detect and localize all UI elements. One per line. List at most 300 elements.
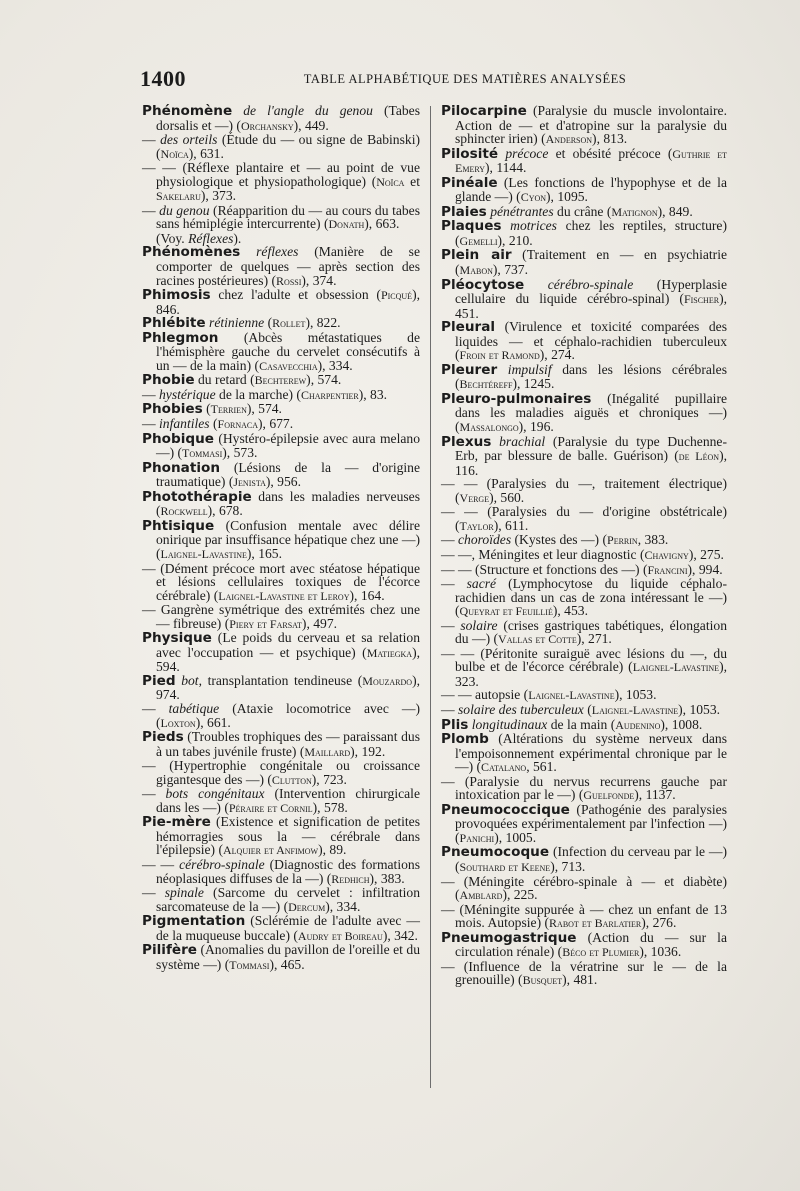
entry-text: ), 1144.: [485, 160, 527, 176]
index-entry: [441, 320, 727, 363]
entry-text: (Inégalité pupillaire dans les maladies aiguës et chroniques —) (: [455, 390, 727, 435]
entry-text: ), 383.: [369, 870, 405, 886]
index-entry: [441, 477, 727, 505]
entry-text: (Les fonctions de l'hypophyse et de la glande —) (: [455, 174, 727, 205]
entry-text: ), 271.: [576, 631, 612, 647]
entry-text: — — autopsie (: [441, 687, 529, 703]
author-name: Rollet: [272, 316, 306, 331]
entry-text: ), 631.: [188, 145, 224, 161]
entry-text: —: [142, 885, 165, 901]
entry-text: (Confusion mentale avec délire onirique par insuffisance hépatique chez une —) (: [156, 517, 420, 561]
entry-heading: Pneumocoque: [441, 844, 550, 861]
entry-text: —: [441, 701, 458, 717]
entry-text: [232, 103, 243, 118]
entry-text: et obésité précoce (: [548, 145, 673, 161]
entry-text: ), 713.: [550, 858, 586, 874]
index-entry: [441, 903, 727, 931]
entry-heading: Plomb: [441, 731, 489, 748]
entry-text: ).: [233, 230, 242, 246]
index-entry: [142, 674, 420, 702]
entry-text: ), 453.: [552, 603, 588, 619]
index-entry: [441, 219, 727, 248]
entry-heading: Pinéale: [441, 174, 498, 191]
entry-text: ), 849.: [657, 203, 693, 219]
entry-text: ), 89.: [318, 842, 347, 858]
entry-qualifier: tabétique: [168, 700, 220, 716]
entry-text: ), 574.: [246, 401, 282, 417]
entry-text: — Gangrène symétrique des extrémités chez une — fibreuse) (: [142, 602, 420, 631]
entry-heading: Physique: [142, 630, 212, 647]
entry-qualifier: cérébro-spinale: [179, 856, 265, 872]
author-name: Picqué: [380, 288, 413, 303]
entry-qualifier: réflexes: [256, 244, 299, 260]
entry-text: ), 1053.: [614, 687, 657, 703]
author-name: Noïca: [376, 174, 405, 189]
entry-text: ), 1005.: [494, 829, 537, 845]
entry-qualifier: hystérique: [159, 386, 216, 402]
index-entry: [142, 232, 420, 246]
entry-heading: Pie-mère: [142, 814, 211, 831]
author-name: Redhich: [331, 871, 370, 886]
entry-text: ), 274.: [539, 347, 575, 363]
entry-text: ), 481.: [562, 972, 598, 988]
index-entry: [142, 104, 420, 133]
index-entry: [142, 943, 420, 972]
author-name: Bechtéreff: [459, 377, 513, 392]
author-name: Casavecchia: [259, 358, 318, 373]
author-name: Bechterew: [254, 373, 307, 388]
entry-text: ), 737.: [492, 262, 528, 278]
author-name: Péraire et Cornil: [228, 800, 313, 815]
index-entry: [441, 548, 727, 563]
entry-text: ), 578.: [312, 799, 348, 815]
entry-text: ), 1008.: [660, 716, 703, 732]
entry-text: — — (Paralysies du — d'origine obstétricale) (: [441, 504, 727, 533]
entry-qualifier: spinale: [164, 885, 204, 901]
entry-text: ), 1036.: [639, 944, 682, 960]
author-name: Fornaca: [217, 417, 259, 432]
entry-qualifier: pénétrantes: [490, 203, 554, 219]
index-entry: [142, 815, 420, 858]
author-name: Matiegka: [366, 645, 413, 660]
author-name: Orchansky: [240, 118, 294, 133]
index-entry: [142, 331, 420, 374]
index-entry: [142, 490, 420, 519]
author-name: Vallas et Cotte: [498, 632, 577, 647]
entry-text: ), 342.: [382, 927, 418, 943]
index-entry: [142, 519, 420, 562]
entry-heading: Pleurer: [441, 361, 498, 378]
entry-heading: Phobie: [142, 372, 195, 389]
index-entry: [441, 960, 727, 988]
entry-text: —: [441, 576, 467, 592]
author-name: Guelfonde: [583, 788, 635, 803]
index-entry: [441, 435, 727, 478]
entry-text: ), 661.: [195, 714, 231, 730]
entry-text: de la marche) (: [215, 386, 301, 402]
entry-text: ), 451.: [455, 291, 727, 321]
author-name: Charpentier: [300, 387, 359, 402]
author-name: Rabot et Barlatier: [549, 916, 642, 931]
entry-text: ), 210.: [497, 232, 533, 248]
entry-qualifier: cérébro-spinale: [547, 276, 634, 292]
entry-text: , transplantation tendineuse (: [198, 672, 363, 688]
author-name: Jenista: [233, 475, 266, 490]
index-entry: [441, 392, 727, 435]
author-name: Gemelli: [459, 233, 498, 248]
author-name: Chavigny: [644, 547, 689, 562]
author-name: Guthrie et Emery: [455, 146, 727, 176]
entry-text: (Paralysie du type Duchenne-Erb, par blessure de balle. Guérison) (: [455, 433, 727, 464]
entry-text: (crises gastriques tabétiques, élongation du —) (: [455, 617, 727, 647]
entry-text: ), 573.: [222, 445, 258, 461]
entry-text: ), 373.: [200, 188, 237, 204]
entry-heading: Pilocarpine: [441, 103, 527, 119]
entry-text: ), 449.: [293, 117, 329, 133]
index-entry: [142, 288, 420, 316]
index-entry: [142, 886, 420, 914]
index-entry: [441, 505, 727, 533]
entry-text: — — (Structure et fonctions des —) (: [441, 561, 648, 577]
index-entry: [142, 914, 420, 943]
entry-heading: Photothérapie: [142, 488, 252, 505]
entry-text: , 383.: [637, 532, 669, 548]
author-name: Panichi: [459, 830, 495, 845]
entry-text: ), 497.: [301, 615, 338, 631]
author-name: Béco et Plumier: [562, 945, 640, 960]
author-name: Tommasi: [182, 446, 223, 461]
author-name: Donath: [328, 217, 365, 232]
entry-text: (Sarcome du cervelet : infiltration sarcomateuse de la —) (: [156, 885, 420, 914]
author-name: Mabon: [459, 263, 493, 278]
entry-qualifier: Réflexes: [188, 230, 234, 246]
author-name: Matignon: [611, 204, 658, 219]
entry-heading: Phobies: [142, 401, 203, 418]
entry-text: (Diagnostic des formations néoplasiques diffuses de la —) (: [156, 856, 420, 886]
index-entry: [441, 205, 727, 220]
entry-text: [524, 277, 547, 292]
entry-heading: Pied: [142, 672, 176, 689]
entry-text: (: [209, 416, 218, 432]
entry-text: —: [142, 202, 160, 218]
entry-text: —: [142, 132, 161, 148]
entry-qualifier: longitudinaux: [471, 716, 548, 732]
entry-text: (Voy.: [156, 230, 189, 246]
entry-heading: Phlébite: [142, 315, 206, 332]
entry-text: [502, 218, 511, 233]
entry-text: ), 465.: [269, 956, 305, 972]
entry-qualifier: motrices: [510, 218, 557, 234]
entry-text: (Sclérémie de l'adulte avec — de la muqueuse buccale) (: [156, 913, 420, 943]
entry-text: ), 678.: [207, 503, 243, 519]
entry-text: (Traitement en — en psychiatrie (: [455, 247, 727, 278]
entry-text: — — (Paralysies du —, traitement électrique) (: [441, 476, 727, 505]
index-entry: [142, 417, 420, 432]
author-name: Mouzardo: [362, 673, 413, 688]
entry-text: ), 116.: [455, 448, 727, 478]
index-entry: [441, 104, 727, 147]
index-entry: [441, 533, 727, 548]
entry-text: ), 663.: [364, 216, 400, 232]
entry-text: ), 611.: [493, 517, 529, 533]
entry-text: — — (Réflexe plantaire et — au point de vue physiologique et physiopathologique) (: [142, 160, 420, 189]
entry-qualifier: choroïdes: [458, 532, 512, 548]
entry-text: —: [441, 617, 461, 633]
index-entry: [142, 204, 420, 232]
entry-heading: Phtisique: [142, 517, 215, 534]
entry-qualifier: sacré: [466, 576, 497, 592]
entry-heading: Plaies: [441, 203, 487, 220]
entry-text: dans les maladies nerveuses (: [156, 488, 420, 519]
index-entry: [142, 603, 420, 631]
author-name: Dercum: [288, 899, 326, 914]
index-entry: [142, 702, 420, 730]
entry-text: ), 192.: [350, 743, 386, 759]
entry-text: — (Méningite cérébro-spinale à — et diabète) (: [441, 873, 727, 903]
entry-heading: Pieds: [142, 729, 184, 746]
entry-text: — — (Péritonite suraiguë avec lésions du —, du bulbe et de l'écorce cérébrale) (: [441, 645, 727, 675]
entry-text: (Réapparition du — au cours du tabes sans hémiplégie intercurrente) (: [156, 202, 420, 232]
entry-qualifier: solaire: [460, 617, 498, 633]
entry-text: — —: [142, 856, 180, 872]
entry-text: (Intervention chirurgicale dans les —) (: [156, 786, 420, 815]
column-divider: [430, 106, 431, 1088]
page-number: 1400: [140, 66, 186, 91]
entry-heading: Phimosis: [142, 287, 211, 304]
entry-text: (Le poids du cerveau et sa relation avec l'occupation — et psychique) (: [156, 630, 420, 660]
index-entry: [142, 133, 420, 161]
entry-text: ), 974.: [156, 672, 420, 703]
index-entry: [441, 703, 727, 718]
entry-text: ), 994.: [687, 561, 723, 577]
author-name: Froin et Ramond: [459, 348, 540, 363]
author-name: Alquier et Anfimow: [223, 843, 319, 858]
index-entry: [441, 147, 727, 176]
entry-heading: Phonation: [142, 459, 221, 476]
entry-text: — (Paralysie du nervus recurrens gauche par intoxication par le —) (: [441, 773, 727, 803]
entry-heading: Pneumococcique: [441, 801, 570, 818]
index-entry: [441, 718, 727, 733]
index-entry: [142, 461, 420, 490]
entry-text: ), 275.: [688, 546, 724, 562]
author-name: Anderson: [545, 132, 593, 147]
author-name: Fischer: [683, 292, 720, 307]
entry-text: ), 323.: [455, 659, 727, 689]
entry-text: [497, 362, 508, 377]
index-entry: [441, 563, 727, 578]
entry-text: (Kystes des —) (: [511, 532, 608, 548]
entry-text: ), 560.: [489, 489, 525, 505]
entry-heading: Pilosité: [441, 145, 499, 162]
entry-text: du crâne (: [553, 203, 612, 219]
index-entry: [441, 845, 727, 874]
entry-text: chez les reptiles, structure) (: [455, 218, 727, 248]
author-name: Audenino: [615, 717, 661, 732]
index-entry: [441, 577, 727, 619]
entry-text: —: [142, 786, 166, 802]
entry-qualifier: impulsif: [507, 361, 552, 377]
entry-text: ), 594.: [156, 644, 420, 675]
index-entry: [142, 432, 420, 461]
entry-heading: Phénomène: [142, 103, 233, 119]
index-entry: [441, 931, 727, 960]
entry-text: [491, 434, 499, 449]
entry-text: (Infection du cerveau par le —) (: [455, 844, 727, 874]
index-entry: [142, 245, 420, 288]
author-name: Catalano: [481, 760, 527, 775]
index-entry: [142, 858, 420, 886]
entry-text: (Action du — sur la circulation rénale) (: [455, 929, 727, 960]
entry-heading: Plaques: [441, 218, 502, 235]
entry-text: — (Méningite suppurée à — chez un enfant de 13 mois. Autopsie) (: [441, 901, 727, 931]
entry-text: —: [441, 532, 458, 548]
entry-text: (Virulence et toxicité comparées des liquides — et céphalo-rachidien tuberculeux (: [455, 319, 727, 363]
entry-text: — (Dément précoce mort avec stéatose hépatique et lésions cellulaires toxiques de l'écorce cérébrale) (: [142, 560, 420, 603]
author-name: Taylor: [459, 518, 494, 533]
entry-qualifier: précoce: [505, 145, 549, 161]
author-name: Laignel-Lavastine: [528, 688, 615, 703]
author-name: Francini: [647, 562, 688, 577]
entry-text: ), 1095.: [546, 189, 588, 205]
entry-text: ), 822.: [305, 315, 341, 331]
entry-qualifier: des orteils: [160, 132, 218, 148]
entry-text: (Tabes dorsalis et —) (: [156, 103, 421, 133]
index-entry: [441, 278, 727, 321]
author-name: Maillard: [304, 744, 351, 759]
index-entry: [142, 562, 420, 604]
author-name: Clutton: [271, 772, 312, 787]
author-name: Laignel-Lavastine: [160, 546, 247, 561]
entry-qualifier: infantiles: [159, 416, 210, 432]
entry-text: ), 956.: [265, 474, 301, 490]
index-entry: [441, 619, 727, 647]
entry-text: (Paralysie du muscle involontaire. Action de — et d'atropine sur la paralysie du sphincter irien) (: [455, 103, 727, 147]
entry-text: (Lymphocytose du liquide céphalo-rachidien dans un cas de zona intéressant le —) (: [455, 576, 727, 619]
entry-text: ), 574.: [306, 372, 342, 388]
author-name: Loxton: [160, 715, 196, 730]
entry-text: ), 196.: [518, 419, 554, 435]
entry-text: du retard (: [194, 372, 255, 388]
entry-qualifier: bot: [181, 672, 199, 688]
running-title: TABLE ALPHABÉTIQUE DES MATIÈRES ANALYSÉES: [303, 72, 627, 86]
author-name: Cyon: [520, 190, 547, 205]
entry-text: (: [583, 701, 592, 717]
entry-text: ), 813.: [592, 131, 628, 147]
entry-text: (Lésions de la — d'origine traumatique) (: [156, 459, 420, 490]
entry-text: ), 1137.: [634, 787, 676, 803]
index-entry: [441, 775, 727, 803]
author-name: de Léon: [678, 449, 720, 464]
entry-text: [240, 244, 256, 259]
entry-text: chez l'adulte et obsession (: [210, 287, 381, 303]
index-entry: [441, 803, 727, 846]
author-name: Verge: [459, 490, 490, 505]
index-entry: [142, 759, 420, 787]
entry-text: — (Hypertrophie congénitale ou croissance gigantesque des —) (: [142, 758, 420, 787]
author-name: Laignel-Lavastine et Leroy: [218, 588, 350, 603]
entry-text: ), 83.: [358, 386, 388, 402]
entry-qualifier: bots congénitaux: [165, 786, 265, 802]
entry-text: (Existence et signification de petites hémorragies sous la — cérébrale dans l'épilepsie) (: [156, 814, 420, 858]
author-name: Laignel-Lavastine: [632, 660, 720, 675]
entry-text: (Manière de se comporter de quelques — après section des racines postérieures) (: [156, 244, 420, 288]
entry-text: de la main (: [547, 716, 616, 732]
index-entry: [142, 373, 420, 388]
entry-text: —: [142, 386, 159, 402]
entry-text: ), 165.: [246, 545, 283, 561]
entry-heading: Pneumogastrique: [441, 929, 577, 946]
entry-heading: Pléocytose: [441, 276, 525, 293]
index-entry: [441, 875, 727, 903]
entry-text: ), 225.: [502, 887, 538, 903]
entry-text: (Anomalies du pavillon de l'oreille et du système —) (: [156, 942, 420, 972]
entry-heading: Pilifère: [142, 942, 197, 959]
author-name: Piery et Farsat: [229, 616, 302, 631]
author-name: Rossi: [276, 273, 302, 288]
entry-text: (Troubles trophiques des — paraissant dus à un tabes juvénile fruste) (: [156, 729, 420, 759]
entry-text: ), 723.: [311, 771, 347, 787]
entry-heading: Phobique: [142, 430, 214, 447]
author-name: Noïca: [160, 146, 189, 161]
entry-heading: Plexus: [441, 433, 492, 450]
author-name: Sakelaru: [156, 189, 201, 204]
author-name: Rockwell: [160, 504, 208, 519]
index-entry: [142, 730, 420, 759]
author-name: Queyrat et Feuillié: [459, 604, 553, 619]
entry-text: (Altérations du système nerveux dans l'empoisonnement expérimental chronique par le —) (: [455, 731, 727, 775]
entry-heading: Pleuro-pulmonaires: [441, 390, 592, 407]
entry-text: — (Influence de la vératrine sur le — de la grenouille) (: [441, 958, 727, 988]
entry-text: ), 276.: [641, 915, 677, 931]
entry-text: , 561.: [526, 759, 557, 775]
index-entry: [441, 363, 727, 392]
entry-text: (Hystéro-épilepsie avec aura melano —) (: [156, 430, 420, 461]
author-name: Southard et Keene: [459, 859, 551, 874]
right-column: [441, 104, 727, 988]
index-entry: [441, 732, 727, 775]
entry-text: (Hyperplasie cellulaire du liquide cérébro-spinal) (: [455, 276, 727, 307]
entry-heading: Plein air: [441, 247, 512, 264]
author-name: Amblard: [459, 888, 503, 903]
author-name: Audry et Boireau: [297, 928, 383, 943]
entry-text: (Abcès métastatiques de l'hémisphère gauche du cervelet consécutifs à un — de la main) (: [156, 329, 420, 373]
entry-heading: Plis: [441, 716, 469, 733]
entry-heading: Phénomènes: [142, 244, 241, 261]
entry-text: —: [142, 700, 169, 716]
author-name: Massalongo: [459, 420, 519, 435]
entry-text: (Ataxie locomotrice avec —) (: [156, 700, 421, 730]
index-entry: [441, 248, 727, 277]
entry-text: (: [264, 315, 273, 331]
index-entry: [142, 631, 420, 674]
entry-qualifier: du genou: [159, 202, 210, 218]
entry-text: ), 677.: [258, 416, 294, 432]
entry-text: — —, Méningites et leur diagnostic (: [441, 546, 645, 562]
author-name: Laignel-Lavastine: [591, 702, 679, 717]
index-entry: [441, 647, 727, 689]
entry-heading: Pleural: [441, 319, 496, 336]
author-name: Perrin: [607, 533, 638, 548]
entry-qualifier: de l'angle du genou: [243, 103, 373, 118]
entry-text: dans les lésions cérébrales (: [455, 361, 727, 392]
entry-text: ), 1053.: [678, 701, 721, 717]
entry-qualifier: rétinienne: [209, 315, 265, 331]
entry-text: ), 334.: [317, 357, 353, 373]
index-entry: [441, 176, 727, 205]
entry-qualifier: solaire des tuberculeux: [458, 701, 584, 717]
entry-text: (Pathogénie des paralysies provoquées expérimentalement par l'infection —) (: [455, 801, 727, 845]
entry-text: ), 1245.: [512, 376, 555, 392]
